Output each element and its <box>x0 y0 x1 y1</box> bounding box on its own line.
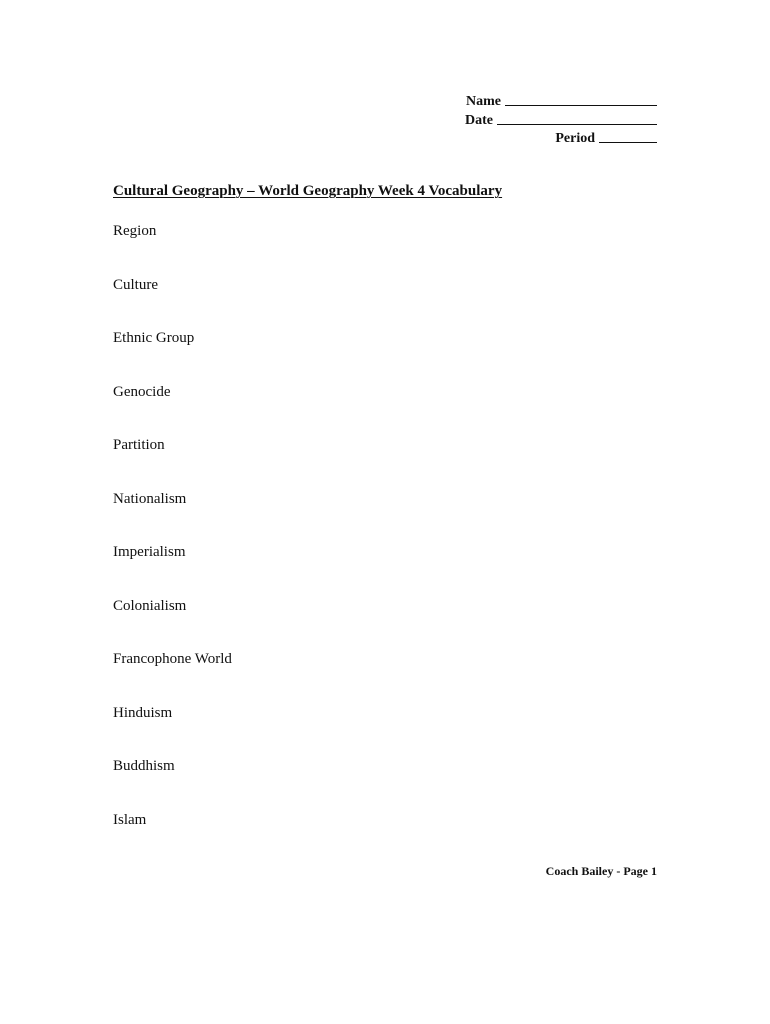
vocabulary-term: Hinduism <box>113 704 173 721</box>
vocabulary-term: Imperialism <box>113 544 186 560</box>
student-info-block <box>465 92 657 148</box>
name-label: Name <box>466 94 501 109</box>
page-footer: Coach Bailey - Page 1 <box>545 864 657 878</box>
date-blank <box>497 112 657 125</box>
vocabulary-term: Buddhism <box>113 758 175 774</box>
name-blank <box>505 93 657 106</box>
period-blank <box>599 130 657 143</box>
vocabulary-list <box>113 221 232 863</box>
name-line <box>465 92 657 111</box>
date-line <box>465 111 657 130</box>
vocabulary-term: Nationalism <box>113 490 187 507</box>
period-line <box>465 129 657 148</box>
vocabulary-term: Partition <box>113 437 165 453</box>
vocabulary-term: Colonialism <box>113 597 187 614</box>
vocabulary-term: Genocide <box>113 383 171 400</box>
vocabulary-term: Region <box>113 223 157 239</box>
vocabulary-term: Ethnic Group <box>113 330 195 346</box>
period-label: Period <box>555 131 595 146</box>
vocabulary-term: Culture <box>113 276 158 293</box>
worksheet-title: Cultural Geography – World Geography Week 4 Vocabulary <box>113 183 503 199</box>
vocabulary-term: Islam <box>113 811 147 828</box>
vocabulary-term: Francophone World <box>113 651 232 667</box>
date-label: Date <box>465 112 493 128</box>
